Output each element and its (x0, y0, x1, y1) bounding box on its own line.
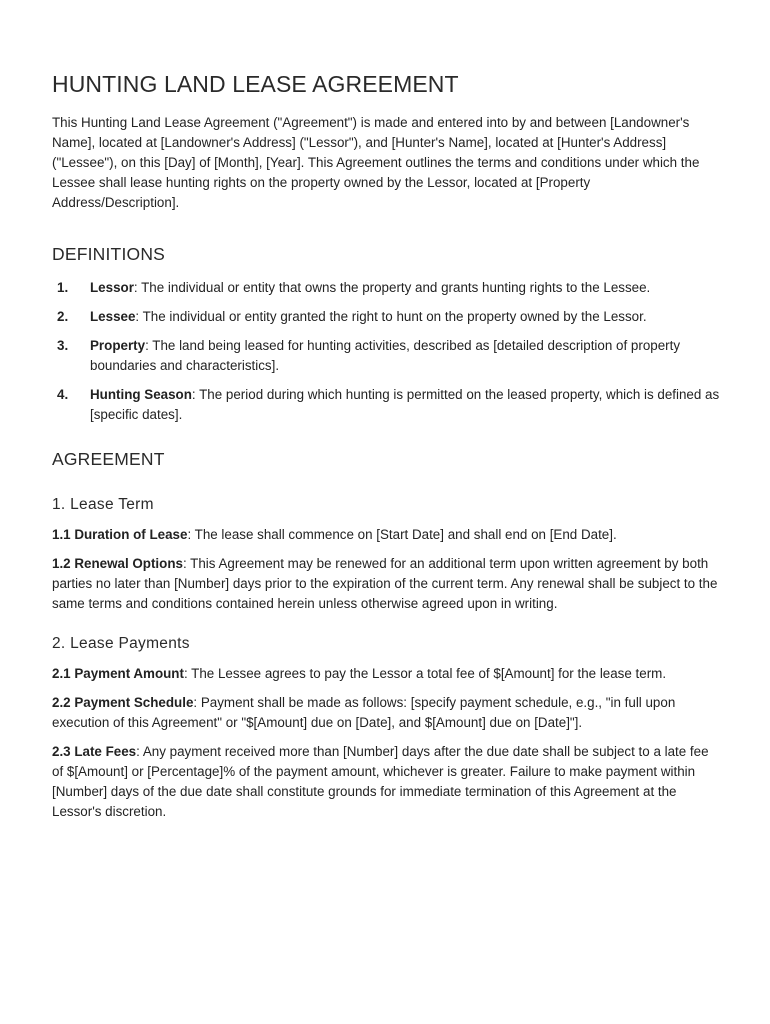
clause-duration-of-lease (52, 525, 720, 545)
clause-term: 1.2 Renewal Options (52, 556, 183, 571)
definition-item (52, 307, 720, 327)
definition-description: : The individual or entity that owns the property and grants hunting rights to the Lessee. (133, 280, 651, 295)
definition-number: 3. (57, 338, 69, 353)
definition-number: 1. (57, 280, 69, 295)
clause-term: 2.2 Payment Schedule (52, 695, 194, 710)
definition-item (52, 336, 720, 376)
clause-term: 2.3 Late Fees (52, 744, 137, 759)
section-heading-lease-term: 1. Lease Term (52, 496, 154, 513)
definition-text (90, 278, 720, 298)
definition-term: Lessee (90, 309, 136, 324)
definition-number: 2. (57, 309, 69, 324)
clause-term: 1.1 Duration of Lease (52, 527, 188, 542)
agreement-heading: AGREEMENT (52, 449, 165, 469)
definition-description: : The land being leased for hunting activities, described as [detailed description of property boundaries and characteristics]. (90, 338, 681, 373)
definition-term: Hunting Season (90, 387, 192, 402)
definition-number: 4. (57, 387, 69, 402)
section-heading-lease-payments: 2. Lease Payments (52, 635, 190, 652)
definitions-heading: DEFINITIONS (52, 244, 166, 264)
definition-text (90, 307, 720, 327)
definition-item (52, 278, 720, 298)
definition-term: Lessor (90, 280, 134, 295)
document-title: HUNTING LAND LEASE AGREEMENT (52, 71, 459, 97)
clause-text: : Payment shall be made as follows: [specify payment schedule, e.g., "in full upon execution of this Agreement" or "$[Amount] due on [Date], and $[Amount] due on [Date]"]. (52, 695, 676, 730)
definition-description: : The individual or entity granted the right to hunt on the property owned by the Lessor. (135, 309, 647, 324)
clause-renewal-options (52, 554, 720, 614)
document-page (52, 70, 720, 822)
definition-item (52, 385, 720, 425)
clause-payment-amount (52, 664, 720, 684)
clause-text: : Any payment received more than [Number] days after the due date shall be subject to a late fee of $[Amount] or [Percentage]% of the payment amount, whichever is greater. Failure to make payment within [Number] days of the due date shall constitute grounds for immediate termination of this Agreement at the Lessor's discretion. (52, 744, 709, 819)
definitions-list (52, 278, 720, 425)
definition-text (90, 336, 720, 376)
definition-description: : The period during which hunting is permitted on the leased property, which is defined as [specific dates]. (90, 387, 720, 422)
clause-payment-schedule (52, 693, 720, 733)
clause-term: 2.1 Payment Amount (52, 666, 184, 681)
clause-text: : The lease shall commence on [Start Date] and shall end on [End Date]. (187, 527, 617, 542)
intro-paragraph: This Hunting Land Lease Agreement ("Agreement") is made and entered into by and between [Landowner's Name], located at [Landowner's Address] ("Lessor"), and [Hunter's Name], located at [Hunter's Address] ("Lessee"), on this [Day] of [Month], [Year]. This Agreement outlines the terms and conditions under which the Lessee shall lease hunting rights on the property owned by the Lessor, located at [Property Address/Description]. (52, 115, 700, 210)
clause-text: : The Lessee agrees to pay the Lessor a total fee of $[Amount] for the lease term. (183, 666, 667, 681)
definition-text (90, 385, 720, 425)
clause-late-fees (52, 742, 720, 822)
definition-term: Property (90, 338, 146, 353)
clause-text: : This Agreement may be renewed for an additional term upon written agreement by both parties no later than [Number] days prior to the expiration of the current term. Any renewal shall be subject to the same terms and conditions contained herein unless otherwise agreed upon in writing. (52, 556, 718, 611)
